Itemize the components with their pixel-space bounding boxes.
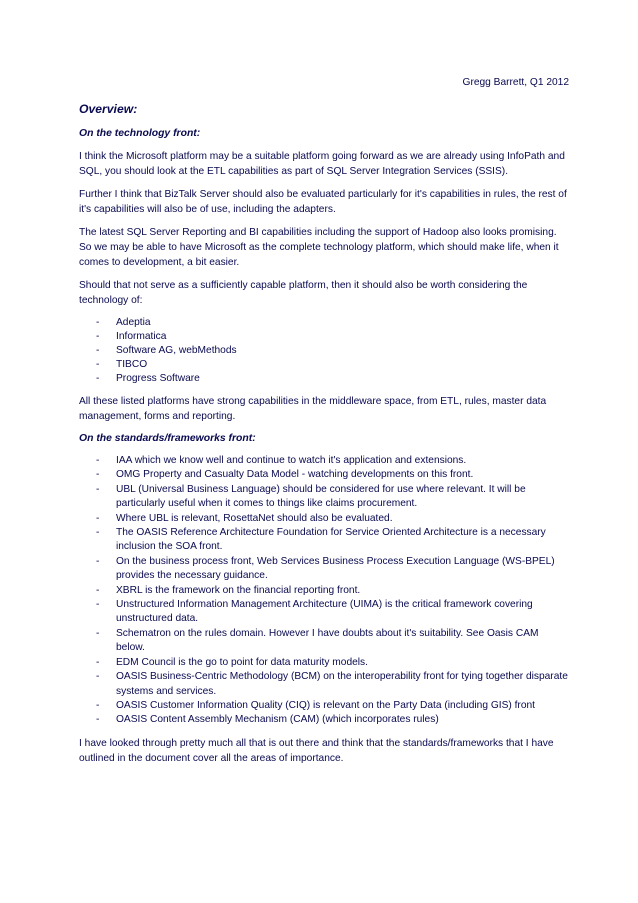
technology-paragraph: Further I think that BizTalk Server should also be evaluated particularly for it's capabilities in rules, the rest of it's capabilities will also be of use, including the adapters. [79,189,567,215]
list-dash: - [96,373,100,384]
list-dash: - [96,584,100,596]
list-dash: - [96,656,100,668]
document-page [79,76,569,774]
list-item [79,699,569,713]
platform-alternatives-list [79,316,569,386]
list-item-text: IAA which we know well and continue to watch it's application and extensions. [116,455,467,466]
list-item [79,344,569,358]
list-dash: - [96,317,100,328]
list-item [79,316,569,330]
list-dash: - [96,469,100,481]
list-item [79,555,569,584]
technology-paragraph: I think the Microsoft platform may be a suitable platform going forward as we are already using InfoPath and SQL, you should look at the ETL capabilities as part of SQL Server Integration Services (SSIS). [79,151,565,177]
technology-heading: On the technology front: [79,128,201,139]
author-date-line: Gregg Barrett, Q1 2012 [462,77,569,88]
list-item [79,584,569,598]
list-item [79,656,569,670]
list-dash: - [96,455,100,466]
list-item-text: Schematron on the rules domain. However I have doubts about it's suitability. See Oasis CAM below. [116,627,539,654]
standards-closing-paragraph: I have looked through pretty much all that is out there and think that the standards/frameworks that I have outlined in the document cover all the areas of importance. [79,737,554,764]
list-dash: - [96,512,100,524]
overview-heading: Overview: [79,102,138,116]
list-item-text: Software AG, webMethods [116,345,237,356]
list-item-text: EDM Council is the go to point for data maturity models. [116,656,368,668]
list-dash: - [96,527,100,539]
list-item [79,670,569,699]
list-item [79,627,569,656]
list-item [79,372,569,386]
list-dash: - [96,714,100,726]
list-item [79,526,569,555]
list-item [79,468,569,482]
list-dash: - [96,483,100,495]
list-item-text: Unstructured Information Management Architecture (UIMA) is the critical framework covering unstructured data. [116,599,533,625]
list-item [79,713,569,727]
technology-paragraph: The latest SQL Server Reporting and BI capabilities including the support of Hadoop also looks promising. So we may be able to have Microsoft as the complete technology platform, which should make life, when it comes to development, a bit easier. [79,227,559,268]
list-dash: - [96,699,100,711]
list-item-text: Where UBL is relevant, RosettaNet should also be evaluated. [116,512,393,524]
list-item [79,454,569,468]
list-item [79,358,569,372]
list-item-text: OASIS Business-Centric Methodology (BCM) on the interoperability front for tying together disparate systems and services. [116,671,568,697]
list-item [79,330,569,344]
technology-closing-paragraph: All these listed platforms have strong capabilities in the middleware space, from ETL, rules, master data management, forms and reporting. [79,396,547,422]
list-item [79,483,569,512]
list-item-text: OASIS Content Assembly Mechanism (CAM) (which incorporates rules) [116,714,439,726]
list-item [79,512,569,526]
list-dash: - [96,555,100,567]
list-dash: - [96,331,100,342]
list-item-text: The OASIS Reference Architecture Foundation for Service Oriented Architecture is a necessary inclusion the SOA front. [116,527,546,553]
list-dash: - [96,359,100,370]
list-dash: - [96,599,100,611]
list-dash: - [96,671,100,683]
list-item-text: UBL (Universal Business Language) should be considered for use where relevant. It will be particularly useful when it comes to things like claims procurement. [116,483,526,510]
list-item-text: OMG Property and Casualty Data Model - watching developments on this front. [116,469,474,481]
list-item [79,598,569,627]
list-dash: - [96,627,100,639]
list-item-text: Adeptia [116,317,151,328]
list-item-text: Informatica [116,331,167,342]
list-dash: - [96,345,100,356]
standards-list [79,454,569,728]
technology-paragraph: Should that not serve as a sufficiently capable platform, then it should also be worth considering the technology of: [79,280,528,306]
list-item-text: Progress Software [116,373,200,384]
list-item-text: XBRL is the framework on the financial reporting front. [116,584,361,596]
list-item-text: TIBCO [116,359,148,370]
standards-heading: On the standards/frameworks front: [79,433,256,444]
list-item-text: OASIS Customer Information Quality (CIQ) is relevant on the Party Data (including GIS) front [116,699,535,711]
list-item-text: On the business process front, Web Services Business Process Execution Language (WS-BPEL) provides the necessary guidance. [116,555,555,582]
